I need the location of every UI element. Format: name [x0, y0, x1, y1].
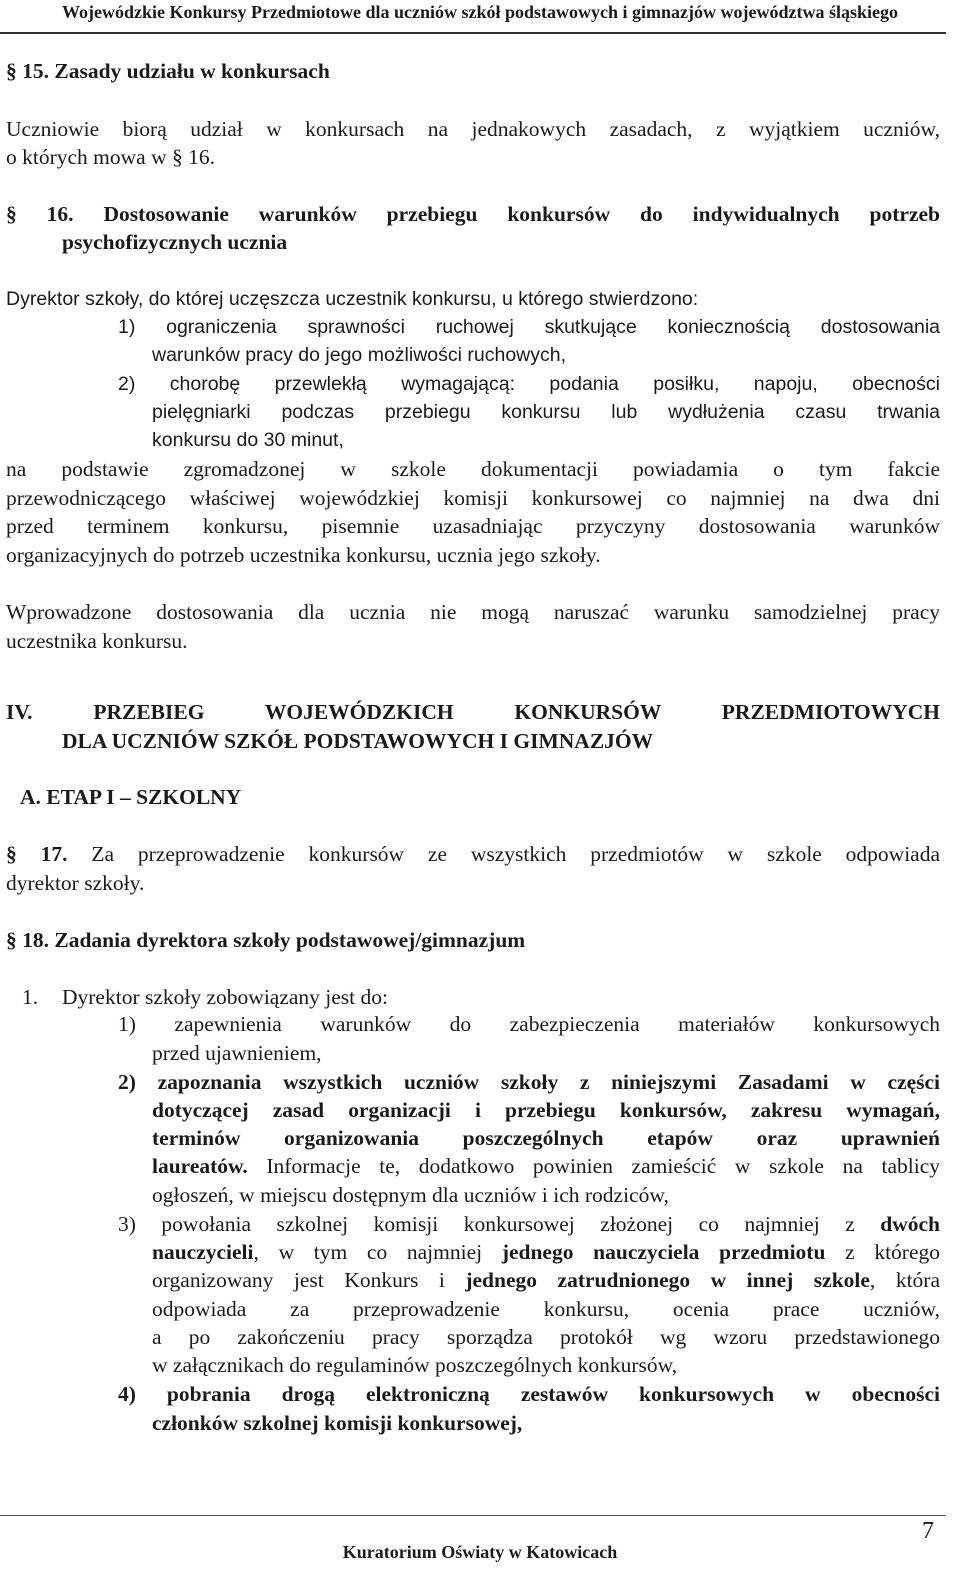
part-iv-heading-line-2: DLA UCZNIÓW SZKÓŁ PODSTAWOWYCH I GIMNAZJÓW — [62, 729, 654, 753]
duty-2-info-text: Informacje te, dodatkowo powinien zamieścić w szkole na tablicy — [247, 1154, 940, 1178]
duty-3-text-c: z którego — [825, 1240, 941, 1264]
item-2-line-2: pielęgniarki podczas przebiegu konkursu lub wydłużenia czasu trwania — [152, 401, 940, 423]
page-number: 7 — [922, 1518, 934, 1544]
section-15-title: § 15. Zasady udziału w konkursach — [6, 59, 330, 83]
duty-2-line-2: dotyczącej zasad organizacji i przebiegu konkursów, zakresu wymagań, — [152, 1098, 940, 1122]
part-iv-heading-line-1: IV. PRZEBIEG WOJEWÓDZKICH KONKURSÓW PRZEDMIOTOWYCH — [6, 700, 940, 724]
section-16-title-line-1: § 16. Dostosowanie warunków przebiegu konkursów do indywidualnych potrzeb — [6, 202, 940, 226]
duty-3-line-5: a po zakończeniu pracy sporządza protokół wg wzoru przedstawionego — [152, 1325, 940, 1349]
duty-3-text-b: , w tym co najmniej — [253, 1240, 502, 1264]
page-footer: Kuratorium Oświaty w Katowicach — [342, 1542, 618, 1562]
adjustments-line-1: Wprowadzone dostosowania dla ucznia nie mogą naruszać warunku samodzielnej pracy — [6, 600, 940, 624]
duty-1-line-2: przed ujawnieniem, — [152, 1041, 322, 1065]
duty-3-bold-d: jednego zatrudnionego w innej szkole — [465, 1268, 870, 1292]
duty-3-bold-a: dwóch — [880, 1212, 940, 1236]
section-17-text: Za przeprowadzenie konkursów ze wszystkich przedmiotów w szkole odpowiada — [91, 842, 941, 866]
laureates-text: laureatów. — [152, 1154, 248, 1178]
paragraph-line-1: na podstawie zgromadzonej w szkole dokumentacji powiadamia o tym fakcie — [6, 457, 940, 481]
duty-1-line-1: 1) zapewnienia warunków do zabezpieczenia materiałów konkursowych — [118, 1012, 940, 1036]
stage-a-heading: A. ETAP I – SZKOLNY — [20, 785, 242, 809]
section-18-title: § 18. Zadania dyrektora szkoły podstawowej/gimnazjum — [6, 928, 526, 952]
point-1-text: Dyrektor szkoły zobowiązany jest do: — [62, 985, 388, 1009]
header-rule — [0, 32, 946, 34]
section-17-line-2: dyrektor szkoły. — [6, 871, 145, 895]
section-17-line-1 — [6, 840, 940, 869]
duty-3-line-4: odpowiada za przeprowadzenie konkursu, ocenia prace uczniów, — [152, 1297, 940, 1321]
section-17-number: § 17. — [6, 842, 68, 866]
duty-3-line-3 — [152, 1266, 940, 1295]
duty-2-line-5: ogłoszeń, w miejscu dostępnym dla uczniów i ich rodziców, — [152, 1183, 669, 1207]
duty-3-line-6: w załącznikach do regulaminów poszczególnych konkursów, — [152, 1353, 678, 1377]
duty-2-line-3: terminów organizowania poszczególnych etapów oraz uprawnień — [152, 1126, 940, 1150]
section-15-line-2: o których mowa w § 16. — [6, 145, 215, 169]
item-2-line-1: 2) chorobę przewlekłą wymagającą: podania posiłku, napoju, obecności — [118, 373, 940, 395]
duty-3-text-a: 3) powołania szkolnej komisji konkursowej złożonej co najmniej z — [118, 1212, 881, 1236]
duty-3-line-2 — [152, 1238, 940, 1267]
duty-3-text-e: , która — [869, 1268, 940, 1292]
duty-2-line-1: 2) zapoznania wszystkich uczniów szkoły z niniejszymi Zasadami w części — [118, 1070, 940, 1094]
duty-4-line-2: członków szkolnej komisji konkursowej, — [152, 1411, 523, 1435]
item-2-line-3: konkursu do 30 minut, — [152, 429, 344, 451]
duty-3-bold-c: jednego nauczyciela przedmiotu — [501, 1240, 826, 1264]
section-15-line-1: Uczniowie biorą udział w konkursach na jednakowych zasadach, z wyjątkiem uczniów, — [6, 117, 940, 141]
paragraph-line-4: organizacyjnych do potrzeb uczestnika konkursu, ucznia jego szkoły. — [6, 543, 601, 567]
item-1-line-2: warunków pracy do jego możliwości ruchowych, — [152, 344, 567, 366]
section-16-title-line-2: psychofizycznych ucznia — [62, 230, 288, 254]
duty-3-text-d: organizowany jest Konkurs i — [152, 1268, 466, 1292]
duty-3-line-1 — [118, 1210, 940, 1239]
duty-2-line-4 — [152, 1152, 940, 1181]
page-header: Wojewódzkie Konkursy Przedmiotowe dla uczniów szkół podstawowych i gimnazjów województwa śląskiego — [62, 2, 898, 22]
duty-4-line-1: 4) pobrania drogą elektroniczną zestawów konkursowych w obecności — [118, 1382, 940, 1406]
section-16-intro: Dyrektor szkoły, do której uczęszcza uczestnik konkursu, u którego stwierdzono: — [6, 288, 699, 310]
footer-rule — [0, 1515, 946, 1516]
paragraph-line-3: przed terminem konkursu, pisemnie uzasadniając przyczyny dostosowania warunków — [6, 514, 940, 538]
duty-3-bold-b: nauczycieli — [152, 1240, 254, 1264]
paragraph-line-2: przewodniczącego właściwej wojewódzkiej komisji konkursowej co najmniej na dwa dni — [6, 486, 940, 510]
adjustments-line-2: uczestnika konkursu. — [6, 629, 188, 653]
item-1-line-1: 1) ograniczenia sprawności ruchowej skutkujące koniecznością dostosowania — [118, 316, 940, 338]
point-1-number: 1. — [22, 985, 39, 1009]
